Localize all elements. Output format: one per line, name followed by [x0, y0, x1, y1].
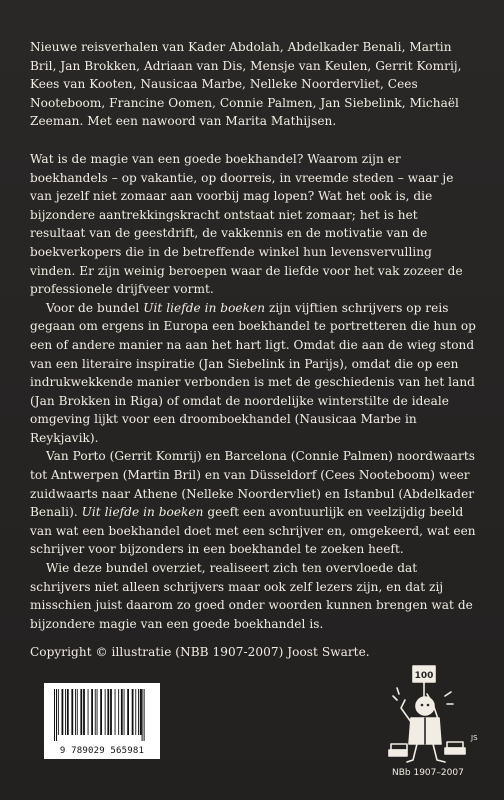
bundle-paragraph	[30, 299, 476, 448]
barcode-bar	[97, 689, 98, 735]
barcode-bars	[52, 689, 152, 743]
authors-paragraph: Nieuwe reisverhalen van Kader Abdolah, Abdelkader Benali, Martin Bril, Jan Brokken, Adriaan van Dis, Mensje van Keulen, Gerrit Komrij, Kees van Kooten, Nausicaa Marbe, Nelleke Noordervliet, Cees Nooteboom, Francine Oomen, Connie Palmen, Jan Siebelink, Michaël Zeeman. Met een nawoord van Marita Mathijsen.	[30, 40, 462, 129]
barcode-bar	[115, 689, 116, 735]
barcode-bar	[140, 689, 142, 735]
barcode-bar	[77, 689, 78, 735]
barcode-bar	[83, 689, 85, 735]
barcode-guard-bar	[56, 689, 57, 741]
cities-paragraph	[30, 447, 476, 559]
barcode-bar	[91, 689, 93, 735]
closing-paragraph: Wie deze bundel overziet, realiseert zich ten overvloede dat schrijvers niet alleen schrijvers maar ook zelf lezers zijn, en dat zij misschien juist daarom zo goed onder woorden kunnen brengen wat de bijzondere magie van een goede boekhandel is.	[30, 561, 473, 631]
barcode-bar	[88, 689, 89, 735]
barcode-bar	[107, 689, 109, 735]
barcode-bar	[67, 689, 69, 735]
barcode-guard-bar	[54, 689, 55, 741]
barcode-bar	[62, 689, 64, 735]
barcode-bar	[80, 689, 82, 735]
barcode-bar	[121, 689, 123, 735]
barcode-bar	[65, 689, 66, 735]
isbn-barcode	[44, 683, 160, 759]
logo-sign-text: 100	[414, 671, 434, 681]
logo-caption: NBb 1907–2007	[392, 768, 464, 778]
barcode-bar	[110, 689, 112, 735]
barcode-bar	[75, 689, 76, 735]
barcode-bar	[124, 689, 125, 735]
barcode-bar	[138, 689, 139, 735]
cities-paragraph-end: geeft een avontuurlijk en veelzijdig beeld van wat een boekhandel doet met een schrijver en, omgekeerd, wat een schrijver voor bijzonders in een boekhandel te zoeken heeft.	[30, 505, 476, 557]
copyright-line: Copyright © illustratie (NBB 1907-2007) Joost Swarte.	[30, 645, 370, 660]
barcode-bar	[58, 689, 59, 735]
back-cover-text	[30, 38, 476, 662]
barcode-bar	[127, 689, 129, 735]
barcode-bar	[71, 689, 73, 735]
barcode-number: 9 789029 565981	[59, 746, 145, 756]
book-title-italic-2: Uit liefde in boeken	[81, 505, 204, 520]
barcode-guard-bar	[142, 689, 143, 741]
logo-initials: JS	[471, 734, 478, 742]
book-title-italic: Uit liefde in boeken	[143, 300, 266, 315]
barcode-guard-bar	[144, 689, 145, 741]
intro-paragraph: Wat is de magie van een goede boekhandel? Waarom zijn er boekhandels – op vakantie, op doorreis, in vreemde steden – waar je van jezelf niet zomaar aan voorbij mag lopen? Wat het ook is, die bijzondere aantrekkingskracht ontstaat niet zomaar; het is het resultaat van de geestdrift, de vakkennis en de motivatie van de boekverkopers die in de betreffende winkel hun levensvervulling vinden. Er zijn weinig beroepen waar de liefde voor het vak zozeer de professionele drijfveer vormt.	[30, 151, 463, 297]
barcode-bar	[105, 689, 106, 735]
barcode-bar	[135, 689, 136, 735]
barcode-bar	[95, 689, 96, 735]
anniversary-logo-illustration	[375, 660, 495, 780]
bundle-paragraph-end: zijn vijftien schrijvers op reis gegaan om ergens in Europa een boekhandel te portretteren die hun op een of andere manier na aan het hart ligt. Omdat die aan de wieg stond van een literaire inspiratie (Jan Siebelink in Parijs), omdat die op een indrukwekkende manier verbonden is met de geschiedenis van het land (Jan Brokken in Riga) of omdat de noordelijke winterstilte de ideale omgeving lijkt voor een droomboekhandel (Nausicaa Marbe in Reykjavik).	[30, 300, 476, 445]
bundle-paragraph-start: Voor de bundel	[46, 300, 144, 315]
barcode-bar	[100, 689, 102, 735]
barcode-bar	[132, 689, 134, 735]
barcode-bar	[118, 689, 119, 735]
cities-paragraph-start: Van Porto (Gerrit Komrij) en Barcelona (Connie Palmen) noordwaarts tot Antwerpen (Martin Bril) en van Düsseldorf (Cees Nooteboom) weer zuidwaarts naar Athene (Nelleke Noordervliet) en Istanbul (Abdelkader Benali).	[30, 449, 475, 520]
